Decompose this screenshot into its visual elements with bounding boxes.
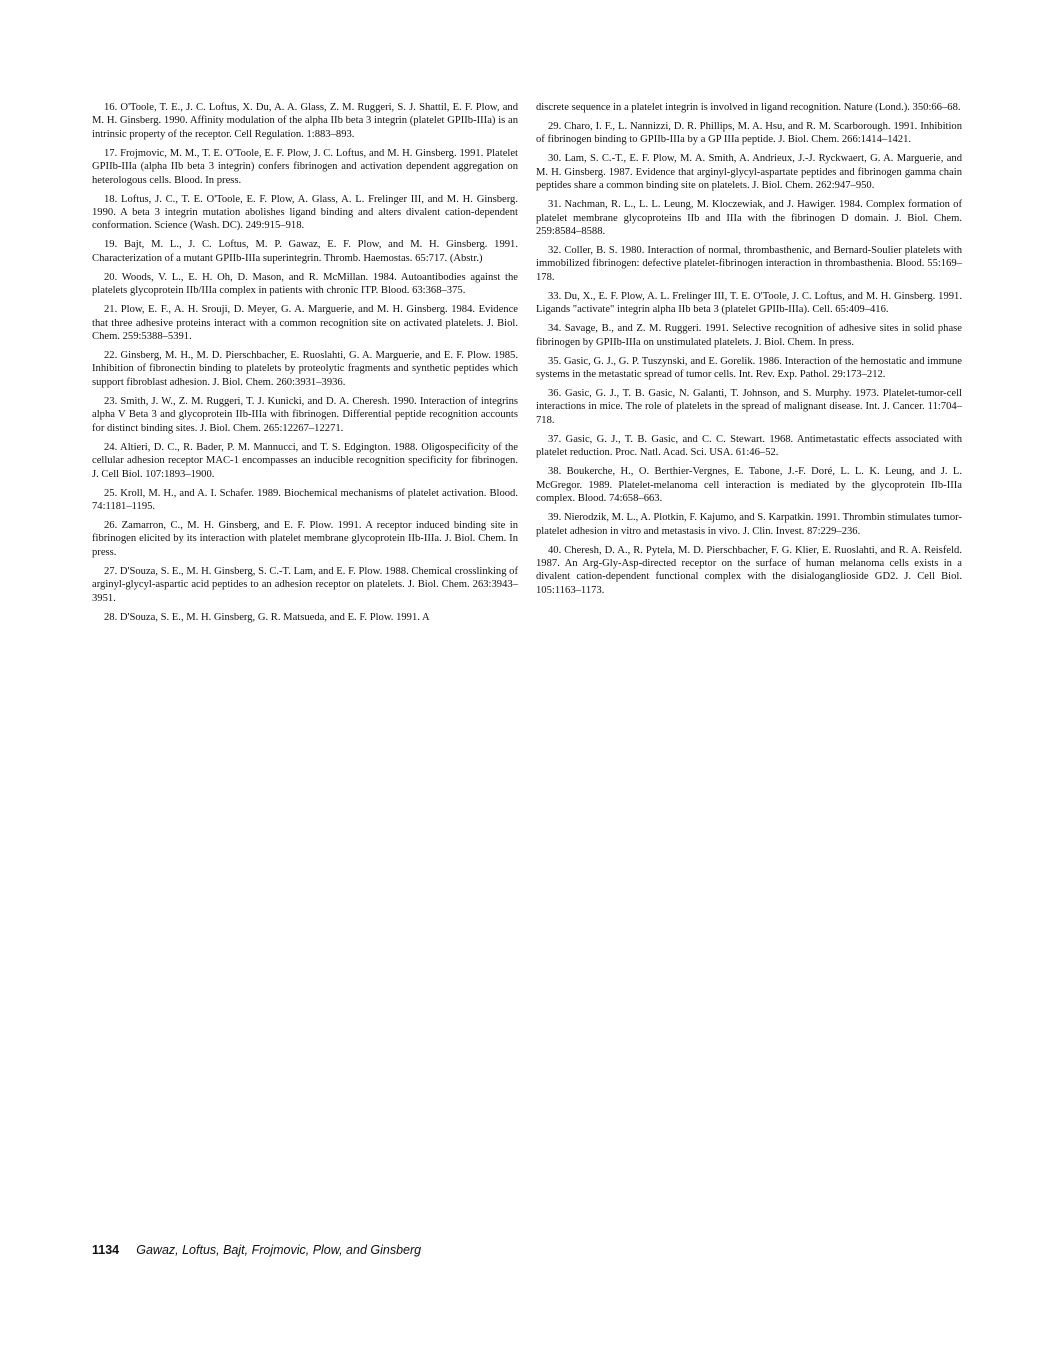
reference-36: 36. Gasic, G. J., T. B. Gasic, N. Galanti, T. Johnson, and S. Murphy. 1973. Platelet-tumor-cell interactions in mice. The role of platelets in the spread of malignant disease. Int. J. Cancer. 11:704–718.	[536, 388, 962, 426]
reference-20: 20. Woods, V. L., E. H. Oh, D. Mason, and R. McMillan. 1984. Autoantibodies against the platelets glycoprotein IIb/IIIa complex in patients with chronic ITP. Blood. 63:368–375.	[92, 271, 518, 297]
reference-35: 35. Gasic, G. J., G. P. Tuszynski, and E. Gorelik. 1986. Interaction of the hemostatic and immune systems in the metastatic spread of tumor cells. Int. Rev. Exp. Pathol. 29:173–212.	[536, 355, 962, 381]
reference-26: 26. Zamarron, C., M. H. Ginsberg, and E. F. Plow. 1991. A receptor induced binding site in fibrinogen elicited by its interaction with platelet membrane glycoprotein IIb-IIIa. J. Biol. Chem. In press.	[92, 519, 518, 558]
reference-31: 31. Nachman, R. L., L. L. Leung, M. Kloczewiak, and J. Hawiger. 1984. Complex formation of platelet membrane glycoproteins IIb and IIIa with the fibrinogen D domain. J. Biol. Chem. 259:8584–8588.	[536, 199, 962, 238]
reference-19: 19. Bajt, M. L., J. C. Loftus, M. P. Gawaz, E. F. Plow, and M. H. Ginsberg. 1991. Characterization of a mutant GPIIb-IIIa superintegrin. Thromb. Haemostas. 65:717. (Abstr.)	[92, 239, 518, 264]
reference-18: 18. Loftus, J. C., T. E. O'Toole, E. F. Plow, A. Glass, A. L. Frelinger III, and M. H. Ginsberg. 1990. A beta 3 integrin mutation abolishes ligand binding and alters divalent cation-dependent conformation. Science (Wash. DC). 249:915–918.	[92, 193, 518, 232]
reference-28-continued: discrete sequence in a platelet integrin is involved in ligand recognition. Nature (Lond.). 350:66–68.	[536, 102, 961, 113]
reference-38: 38. Boukerche, H., O. Berthier-Vergnes, E. Tabone, J.-F. Doré, L. L. K. Leung, and J. L. McGregor. 1989. Platelet-melanoma cell interaction is mediated by the glycoprotein IIb-IIIa complex. Blood. 74:658–663.	[536, 466, 962, 505]
page-footer	[92, 1243, 421, 1258]
reference-17: 17. Frojmovic, M. M., T. E. O'Toole, E. F. Plow, J. C. Loftus, and M. H. Ginsberg. 1991. Platelet GPIIb-IIIa (alpha IIb beta 3 integrin) confers fibrinogen and activation dependent aggregation on heterologous cells. Blood. In press.	[92, 147, 518, 186]
reference-39: 39. Nierodzik, M. L., A. Plotkin, F. Kajumo, and S. Karpatkin. 1991. Thrombin stimulates tumor-platelet adhesion in vitro and metastasis in vivo. J. Clin. Invest. 87:229–236.	[536, 512, 962, 537]
references-right-column	[536, 101, 962, 603]
reference-24: 24. Altieri, D. C., R. Bader, P. M. Mannucci, and T. S. Edgington. 1988. Oligospecificity of the cellular adhesion receptor MAC-1 encompasses an inducible recognition specificity for fibrinogen. J. Cell Biol. 107:1893–1900.	[92, 441, 518, 480]
running-authors: Gawaz, Loftus, Bajt, Frojmovic, Plow, and Ginsberg	[136, 1243, 422, 1257]
reference-25: 25. Kroll, M. H., and A. I. Schafer. 1989. Biochemical mechanisms of platelet activation. Blood. 74:1181–1195.	[92, 487, 518, 512]
reference-27: 27. D'Souza, S. E., M. H. Ginsberg, S. C.-T. Lam, and E. F. Plow. 1988. Chemical crosslinking of arginyl-glycyl-aspartic acid peptides to an adhesion receptor on platelets. J. Biol. Chem. 263:3943–3951.	[92, 565, 518, 604]
reference-23: 23. Smith, J. W., Z. M. Ruggeri, T. J. Kunicki, and D. A. Cheresh. 1990. Interaction of integrins alpha V Beta 3 and glycoprotein IIb-IIIa with fibrinogen. Differential peptide recognition accounts for distinct binding sites. J. Biol. Chem. 265:12267–12271.	[92, 395, 518, 434]
reference-37: 37. Gasic, G. J., T. B. Gasic, and C. C. Stewart. 1968. Antimetastatic effects associated with platelet reduction. Proc. Natl. Acad. Sci. USA. 61:46–52.	[536, 433, 962, 459]
reference-40: 40. Cheresh, D. A., R. Pytela, M. D. Pierschbacher, F. G. Klier, E. Ruoslahti, and R. A. Reisfeld. 1987. An Arg-Gly-Asp-directed receptor on the surface of human melanoma cells exists in a divalent cation-dependent functional complex with the disialoganglioside GD2. J. Cell Biol. 105:1163–1173.	[536, 544, 962, 596]
reference-30: 30. Lam, S. C.-T., E. F. Plow, M. A. Smith, A. Andrieux, J.-J. Ryckwaert, G. A. Marguerie, and M. H. Ginsberg. 1987. Evidence that arginyl-glycyl-aspartate peptides and fibrinogen gamma chain peptides share a common binding site on platelets. J. Biol. Chem. 262:947–950.	[536, 153, 962, 192]
reference-32: 32. Coller, B. S. 1980. Interaction of normal, thrombasthenic, and Bernard-Soulier platelets with immobilized fibrinogen: defective platelet-fibrinogen interaction in thrombasthenia. Blood. 55:169–178.	[536, 245, 962, 283]
reference-29: 29. Charo, I. F., L. Nannizzi, D. R. Phillips, M. A. Hsu, and R. M. Scarborough. 1991. Inhibition of fibrinogen binding to GPIIb-IIIa by a GP IIIa peptide. J. Biol. Chem. 266:1414–1421.	[536, 121, 962, 146]
reference-21: 21. Plow, E. F., A. H. Srouji, D. Meyer, G. A. Marguerie, and M. H. Ginsberg. 1984. Evidence that three adhesive proteins interact with a common recognition site on activated platelets. J. Biol. Chem. 259:5388–5391.	[92, 304, 518, 343]
references-left-column	[92, 101, 518, 630]
reference-16: 16. O'Toole, T. E., J. C. Loftus, X. Du, A. A. Glass, Z. M. Ruggeri, S. J. Shattil, E. F. Plow, and M. H. Ginsberg. 1990. Affinity modulation of the alpha IIb beta 3 integrin (platelet GPIIb-IIIa) is an intrinsic property of the receptor. Cell Regulation. 1:883–893.	[92, 102, 518, 140]
reference-28: 28. D'Souza, S. E., M. H. Ginsberg, G. R. Matsueda, and E. F. Plow. 1991. A	[104, 611, 430, 623]
reference-34: 34. Savage, B., and Z. M. Ruggeri. 1991. Selective recognition of adhesive sites in solid phase fibrinogen by GPIIb-IIIa on unstimulated platelets. J. Biol. Chem. In press.	[536, 323, 962, 348]
reference-33: 33. Du, X., E. F. Plow, A. L. Frelinger III, T. E. O'Toole, J. C. Loftus, and M. H. Ginsberg. 1991. Ligands "activate" integrin alpha IIb beta 3 (platelet GPIIb-IIIa). Cell. 65:409–416.	[536, 290, 962, 316]
page-number: 1134	[92, 1243, 120, 1257]
reference-22: 22. Ginsberg, M. H., M. D. Pierschbacher, E. Ruoslahti, G. A. Marguerie, and E. F. Plow. 1985. Inhibition of fibronectin binding to platelets by proteolytic fragments and synthetic peptides which support fibroblast adhesion. J. Biol. Chem. 260:3931–3936.	[92, 350, 518, 388]
